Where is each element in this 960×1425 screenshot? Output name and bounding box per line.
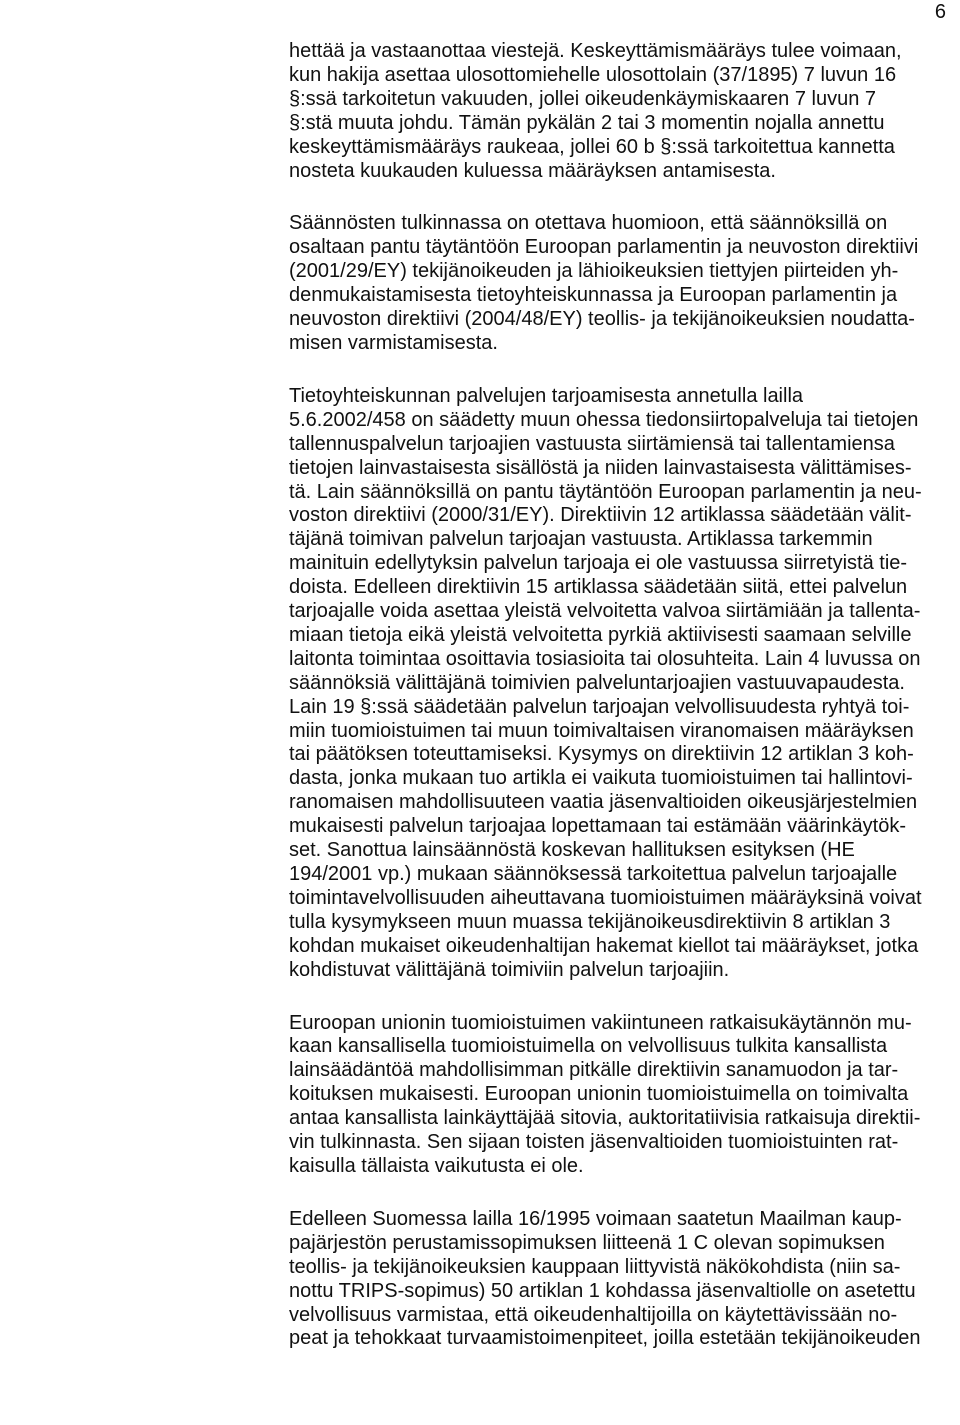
- text-line: kohdistuvat välittäjänä toimiviin palvelun tarjoajiin.: [289, 958, 730, 981]
- text-line: peat ja tehokkaat turvaamistoimenpiteet, joilla estetään tekijänoikeuden: [289, 1327, 921, 1350]
- text-line: ranomaisen mahdollisuuteen vaatia jäsenvaltioiden oikeusjärjestelmien: [289, 791, 918, 814]
- text-line: tulla kysymykseen muun muassa tekijänoikeusdirektiivin 8 artiklan 3: [289, 910, 891, 933]
- page-number: 6: [934, 1, 946, 23]
- text-line: Euroopan unionin tuomioistuimen vakiintuneen ratkaisukäytännön mu-: [289, 1011, 912, 1034]
- text-line: miaan tietoja eikä yleistä velvoitetta pyrkiä aktiivisesti saamaan selville: [289, 623, 912, 646]
- paragraph-4: [289, 1012, 957, 1179]
- text-line: tä. Lain säännöksillä on pantu täytäntöön Euroopan parlamentin ja neu-: [289, 480, 922, 503]
- text-line: Lain 19 §:ssä säädetään palvelun tarjoajan velvollisuudesta ryhtyä toi-: [289, 695, 910, 718]
- text-line: vin tulkinnasta. Sen sijaan toisten jäsenvaltioiden tuomioistuinten rat-: [289, 1131, 899, 1154]
- text-line: antaa kansallista lainkäyttäjää sitovia, auktoritatiivisia ratkaisuja direktii-: [289, 1107, 921, 1130]
- text-line: 194/2001 vp.) mukaan säännöksessä tarkoitettua palvelun tarjoajalle: [289, 863, 898, 885]
- text-line: lainsäädäntöä mahdollisimman pitkälle direktiivin sanamuodon ja tar-: [289, 1059, 899, 1082]
- text-line: keskeyttämismääräys raukeaa, jollei 60 b §:ssä tarkoitettua kannetta: [289, 135, 895, 158]
- text-line: kun hakija asettaa ulosottomiehelle ulosottolain (37/1895) 7 luvun 16: [289, 63, 897, 86]
- text-line: doista. Edelleen direktiivin 15 artiklassa säädetään siitä, ettei palvelun: [289, 576, 908, 599]
- text-line: nottu TRIPS-sopimus) 50 artiklan 1 kohdassa jäsenvaltiolle on asetettu: [289, 1279, 916, 1302]
- text-line: Säännösten tulkinnassa on otettava huomioon, että säännöksillä on: [289, 212, 888, 235]
- text-line: voston direktiivi (2000/31/EY). Direktiivin 12 artiklassa säädetään välit-: [289, 504, 912, 527]
- text-line: toimintavelvollisuuden aiheuttavana tuomioistuimen määräyksinä voivat: [289, 886, 922, 909]
- paragraph-3: [289, 385, 957, 983]
- text-line: tallennuspalvelun tarjoajien vastuusta siirtämiensä tai tallentamiensa: [289, 432, 895, 455]
- text-line: säännöksiä välittäjänä toimivien palveluntarjoajien vastuuvapaudesta.: [289, 671, 905, 694]
- text-line: pajärjestön perustamissopimuksen liitteenä 1 C olevan sopimuksen: [289, 1231, 885, 1254]
- text-line: osaltaan pantu täytäntöön Euroopan parlamentin ja neuvoston direktiivi: [289, 236, 919, 259]
- text-line: tietojen lainvastaisesta sisällöstä ja niiden lainvastaisesta välittämises-: [289, 456, 912, 479]
- text-line: laitonta toimintaa osoittavia tosiasioita tai olosuhteita. Lain 4 luvussa on: [289, 647, 921, 670]
- text-line: misen varmistamisesta.: [289, 331, 498, 354]
- text-line: neuvoston direktiivi (2004/48/EY) teollis- ja tekijänoikeuksien noudatta-: [289, 308, 915, 331]
- text-line: dasta, jonka mukaan tuo artikla ei vaikuta tuomioistuimen tai hallintovi-: [289, 767, 913, 790]
- paragraph-5: [289, 1208, 957, 1351]
- text-line: tai päätöksen toteuttamiseksi. Kysymys on direktiivin 12 artiklan 3 koh-: [289, 743, 914, 766]
- text-line: hettää ja vastaanottaa viestejä. Keskeyttämismääräys tulee voimaan,: [289, 40, 902, 62]
- text-line: miin tuomioistuimen tai muun toimivaltaisen viranomaisen määräyksen: [289, 719, 914, 742]
- text-line: tarjoajalle voida asettaa yleistä velvoitetta valvoa siirtämiään ja tallenta-: [289, 600, 921, 623]
- text-line: kaan kansallisella tuomioistuimella on velvollisuus tulkita kansallista: [289, 1035, 888, 1058]
- paragraph-1: [289, 40, 957, 183]
- text-line: (2001/29/EY) tekijänoikeuden ja lähioikeuksien tiettyjen piirteiden yh-: [289, 260, 899, 283]
- text-line: set. Sanottua lainsäännöstä koskevan hallituksen esityksen (HE: [289, 839, 855, 862]
- text-line: §:stä muuta johdu. Tämän pykälän 2 tai 3 momentin nojalla annettu: [289, 111, 885, 134]
- text-line: nosteta kuukauden kuluessa määräyksen antamisesta.: [289, 159, 776, 182]
- text-line: §:ssä tarkoitetun vakuuden, jollei oikeudenkäymiskaaren 7 luvun 7: [289, 87, 877, 110]
- text-line: mainituin edellytyksin palvelun tarjoaja ei ole vastuussa siirretyistä tie-: [289, 552, 908, 575]
- text-line: velvollisuus varmistaa, että oikeudenhaltijoilla on käytettävissään no-: [289, 1303, 898, 1326]
- text-line: kaisulla tällaista vaikutusta ei ole.: [289, 1154, 584, 1177]
- body-text: [289, 40, 957, 1380]
- text-line: 5.6.2002/458 on säädetty muun ohessa tiedonsiirtopalveluja tai tietojen: [289, 408, 919, 431]
- text-line: täjänä toimivan palvelun tarjoajan vastuusta. Artiklassa tarkemmin: [289, 528, 873, 551]
- text-line: koituksen mukaisesti. Euroopan unionin tuomioistuimella on toimivalta: [289, 1083, 909, 1106]
- text-line: kohdan mukaiset oikeudenhaltijan hakemat kiellot tai määräykset, jotka: [289, 934, 919, 957]
- text-line: mukaisesti palvelun tarjoajaa lopettamaan tai estämään väärinkäytök-: [289, 815, 907, 838]
- text-line: teollis- ja tekijänoikeuksien kauppaan liittyvistä näkökohdista (niin sa-: [289, 1255, 901, 1278]
- text-line: denmukaistamisesta tietoyhteiskunnassa ja Euroopan parlamentin ja: [289, 284, 898, 307]
- paragraph-2: [289, 212, 957, 355]
- text-line: Tietoyhteiskunnan palvelujen tarjoamisesta annetulla lailla: [289, 384, 804, 407]
- text-line: Edelleen Suomessa lailla 16/1995 voimaan saatetun Maailman kaup-: [289, 1207, 902, 1230]
